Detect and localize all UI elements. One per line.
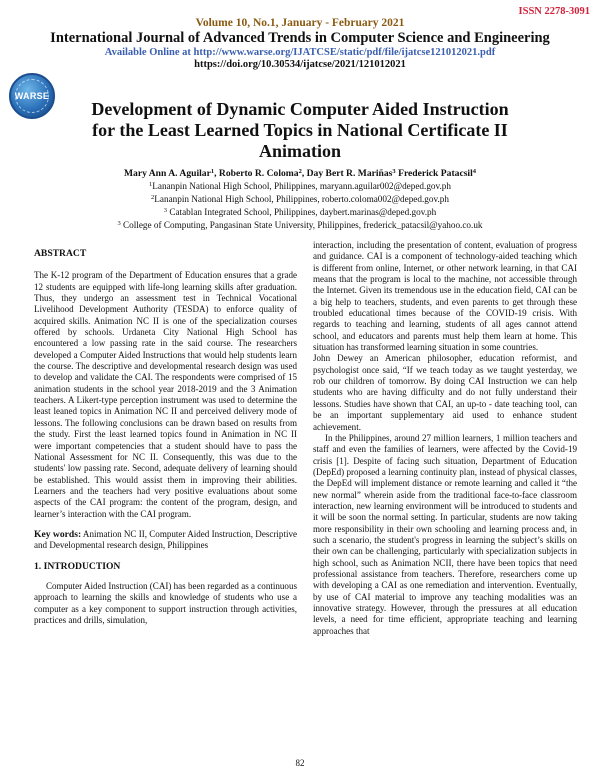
affiliation-4 (40, 218, 560, 231)
author-sup: 3 (392, 168, 396, 175)
affil-sup: 3 (117, 220, 121, 227)
warse-logo (9, 73, 55, 119)
affiliation-1 (40, 179, 560, 192)
volume-line: Volume 10, No.1, January - February 2021 (195, 17, 405, 29)
affil-text: Lananpin National High School, Philippines, maryann.aguilar002@deped.gov.ph (152, 181, 451, 191)
keywords-label: Key words: (34, 528, 82, 540)
body-paragraph: John Dewey an American philosopher, education reformist, and psychologist once said, “If we teach today as we taught yesterday, we rob our children of tomorrow. By doing CAI Instruction we can help students who are having difficulty and do not fully understand their lessons. Studies have shown that CAI, an up-to - date teaching tool, can be an important supplementary aid used to enhance student achievement. (313, 353, 577, 432)
affil-text: Lananpin National High School, Philippines, roberto.coloma002@deped.gov.ph (154, 194, 449, 204)
paper-title (60, 99, 540, 162)
author-name: Day Bert R. Mariñas (306, 168, 393, 179)
doi-link[interactable]: https://doi.org/10.30534/ijatcse/2021/121012021 (194, 59, 406, 70)
author-name: Mary Ann A. Aguilar (123, 168, 211, 179)
journal-title: International Journal of Advanced Trends in Computer Science and Engineering (50, 30, 550, 46)
author-name: Roberto R. Coloma (218, 168, 299, 179)
affil-sup: 3 (163, 207, 168, 214)
right-column (313, 240, 577, 637)
title-line: for the Least Learned Topics in National Certificate II (92, 120, 508, 140)
author-sup: 4 (472, 168, 477, 175)
author-sup: 2 (298, 168, 302, 175)
author-name: Frederick Patacsil (398, 168, 473, 179)
available-online-link[interactable]: Available Online at http://www.warse.org/IJATCSE/static/pdf/file/ijatcse121012021.pdf (104, 47, 496, 58)
author-sup: 1 (210, 168, 215, 175)
body-paragraph: In the Philippines, around 27 million learners, 1 million teachers and staff and even the families of learners, were affected by the Covid-19 crisis [1]. Despite of facing such situation, Department of Education (DepEd) proposed a learning continuity plan, instead of physical classes, the DepEd will implement distance or remote learning and called it “the new normal” wherein aside from the traditional face-to-face classroom interaction, new learning environment will be introduced to students and it will be soon the normal setting. In particular, students are now taking more responsibility in their own schooling and learning process and, in such a scenario, the student's progress in learning the subject’s skills on their own can be challenging, particularly with specialization subjects in high school, such as Animation NCII, there have been topics that need professional assistance from teachers. Therefore, researchers come up with developing a CAI as one remediation and intervention. Eventually, by use of CAI material to improve any teaching modalities was an innovative strategy. However, through the pressures at all education levels, a need for time efficient, appropriate teaching and learning approaches that (313, 432, 577, 636)
title-line: Animation (258, 141, 341, 161)
abstract-heading: ABSTRACT (34, 248, 87, 259)
issn-label: ISSN 2278-3091 (518, 6, 590, 17)
author-sep: , (214, 168, 219, 179)
affil-sup: 1 (149, 181, 153, 188)
affiliation-2 (40, 192, 560, 205)
keywords (34, 529, 297, 552)
journal-header (0, 17, 600, 71)
logo-text: WARSE (14, 91, 50, 101)
introduction-heading: 1. INTRODUCTION (34, 560, 121, 572)
abstract-body: The K-12 program of the Department of Education ensures that a grade 12 students are equipped with life-long learning skills after graduation. Thus, they undergo an assessment test in Technical Vocational Livelihood Development Authority (TESDA) to enforce quality of acquired skills. Animation NC II is one of the specialization courses offered by schools. Urdaneta City National High School has encountered a low passing rate in the said course. The researchers developed a Computer Aided Instructions that would help students learn the course. The descriptive and developmental research design was used to develop and validate the CAI. The respondents were comprised of 15 animation students in the school year 2018-2019 and the 3 Animation teachers. A Likert-type perception instrument was used to determine the least leaned topics in Animation NC II and perceived delivery mode of lessons. The following conclusions can be drawn based on results from the study. First the least learned topics found in Animation in NC II were important competencies that a student should have to pass the National Assessment for NC II. Consequently, this was due to the students' low passing rate. Second, adequate delivery of learning should be established. This would assist them in improving their abilities. Learners and the teachers had very positive evaluations about some aspects of the CAI program: the content of the program, design, and learner’s interaction with the CAI program. (34, 270, 297, 519)
author-list (40, 166, 560, 180)
affiliation-3 (40, 205, 560, 218)
affil-text: College of Computing, Pangasinan State University, Philippines, frederick_patacsil@yahoo.co.uk (120, 220, 483, 230)
introduction-paragraph: Computer Aided Instruction (CAI) has been regarded as a continuous approach to learning the skills and knowledge of students who use a computer as a key component to support instruction through activities, practices and drills, simulation, (34, 580, 297, 625)
body-paragraph: interaction, including the presentation of content, evaluation of progress and guidance. CAI is a component of technology-aided teaching which is different from online, Internet, or other network learning, in that CAI means that the program is local to the machine, not accessible through the Internet. Given its tremendous use in the education field, CAI can be a big help to teachers, students, and even parents to get through these troubled educational times because of the COVID-19 crisis. With regards to teaching and learning, students of all ages cannot attend school, and educators and parents must help them learn at home. This situation has transformed learning situation in some countries. (313, 240, 577, 353)
author-sep: , (301, 168, 307, 179)
title-line: Development of Dynamic Computer Aided Instruction (91, 99, 509, 119)
keywords-text: Animation NC II, Computer Aided Instruction, Descriptive and Developmental research design, Philippines (34, 528, 298, 551)
affil-text: Catablan Integrated School, Philippines, daybert.marinas@deped.gov.ph (167, 207, 437, 217)
page-number: 82 (295, 758, 305, 768)
left-column (34, 248, 297, 626)
affil-sup: 2 (151, 194, 155, 201)
